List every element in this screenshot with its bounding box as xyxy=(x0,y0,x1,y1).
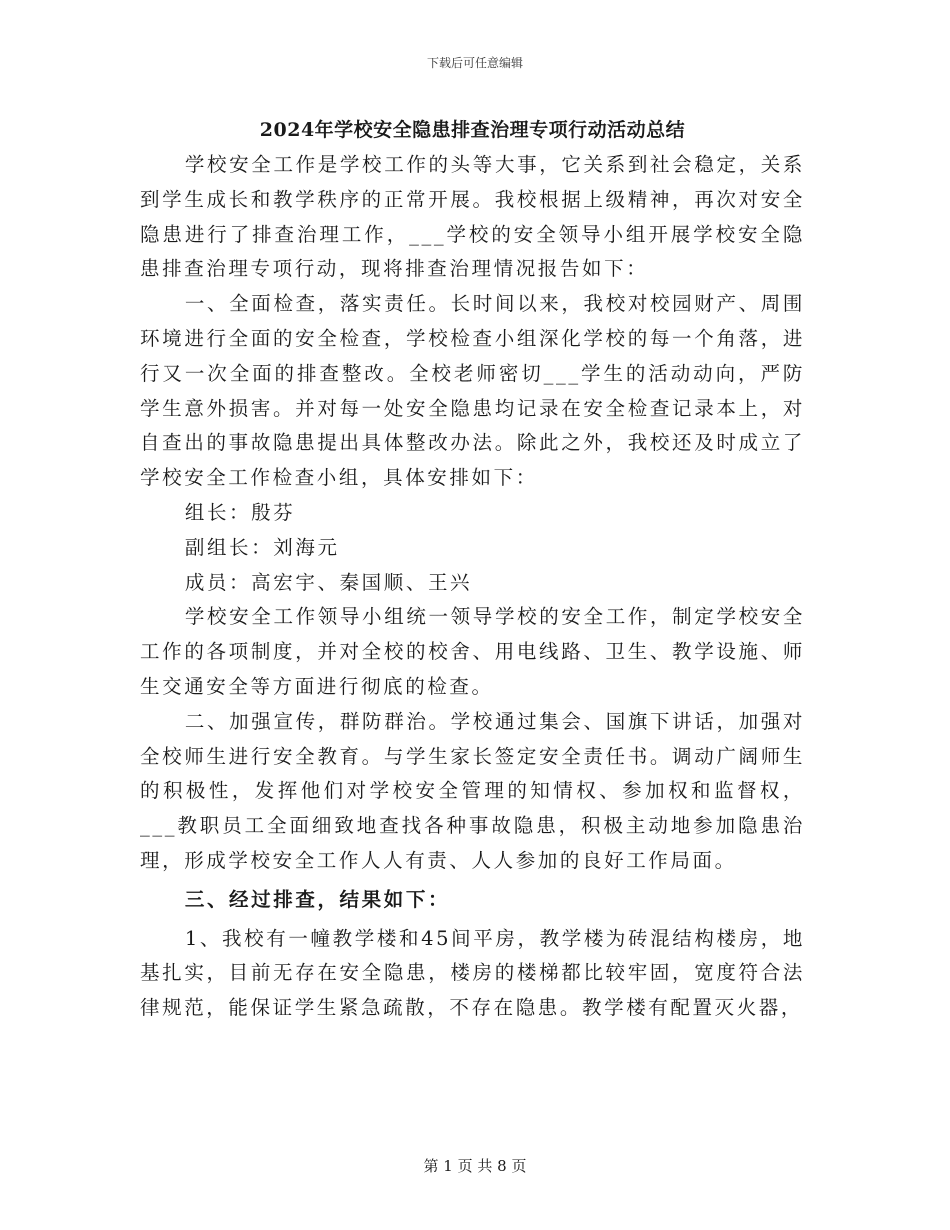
paragraph-section-one: 一、全面检查，落实责任。长时间以来，我校对校园财产、周围环境进行全面的安全检查，学校检查小组深化学校的每一个角落，进行又一次全面的排查整改。全校老师密切___学生的活动动向，严防学生意外损害。并对每一处安全隐患均记录在安全检查记录本上，对自查出的事故隐患提出具体整改办法。除此之外，我校还及时成立了学校安全工作检查小组，具体安排如下： xyxy=(140,292,805,490)
header-note: 下载后可任意编辑 xyxy=(426,56,523,70)
paragraph-team-leader: 组长：殷芬 xyxy=(184,500,296,524)
paragraph-deputy-leader: 副组长：刘海元 xyxy=(184,535,340,559)
document-title: 2024年学校安全隐患排查治理专项行动活动总结 xyxy=(259,119,686,141)
paragraph-result-one: 1、我校有一幢教学楼和45间平房，教学楼为砖混结构楼房，地基扎实，目前无存在安全隐患，楼房的楼梯都比较牢固，宽度符合法律规范，能保证学生紧急疏散，不存在隐患。教学楼有配置灭火器， xyxy=(140,926,805,1020)
section-heading-results: 三、经过排查，结果如下： xyxy=(184,887,451,911)
paragraph-team-duties: 学校安全工作领导小组统一领导学校的安全工作，制定学校安全工作的各项制度，并对全校的校舍、用电线路、卫生、教学设施、师生交通安全等方面进行彻底的检查。 xyxy=(140,605,805,698)
page-number: 第 1 页 共 8 页 xyxy=(423,1157,527,1175)
paragraph-members: 成员：高宏宇、秦国顺、王兴 xyxy=(184,570,473,594)
paragraph-intro: 学校安全工作是学校工作的头等大事，它关系到社会稳定，关系到学生成长和教学秩序的正常开展。我校根据上级精神，再次对安全隐患进行了排查治理工作，___学校的安全领导小组开展学校安全隐患排查治理专项行动，现将排查治理情况报告如下： xyxy=(140,153,805,281)
document-body xyxy=(140,148,805,1026)
paragraph-section-two: 二、加强宣传，群防群治。学校通过集会、国旗下讲话，加强对全校师生进行安全教育。与学生家长签定安全责任书。调动广阔师生的积极性，发挥他们对学校安全管理的知情权、参加权和监督权，___教职员工全面细致地查找各种事故隐患，积极主动地参加隐患治理，形成学校安全工作人人有责、人人参加的良好工作局面。 xyxy=(140,709,805,872)
